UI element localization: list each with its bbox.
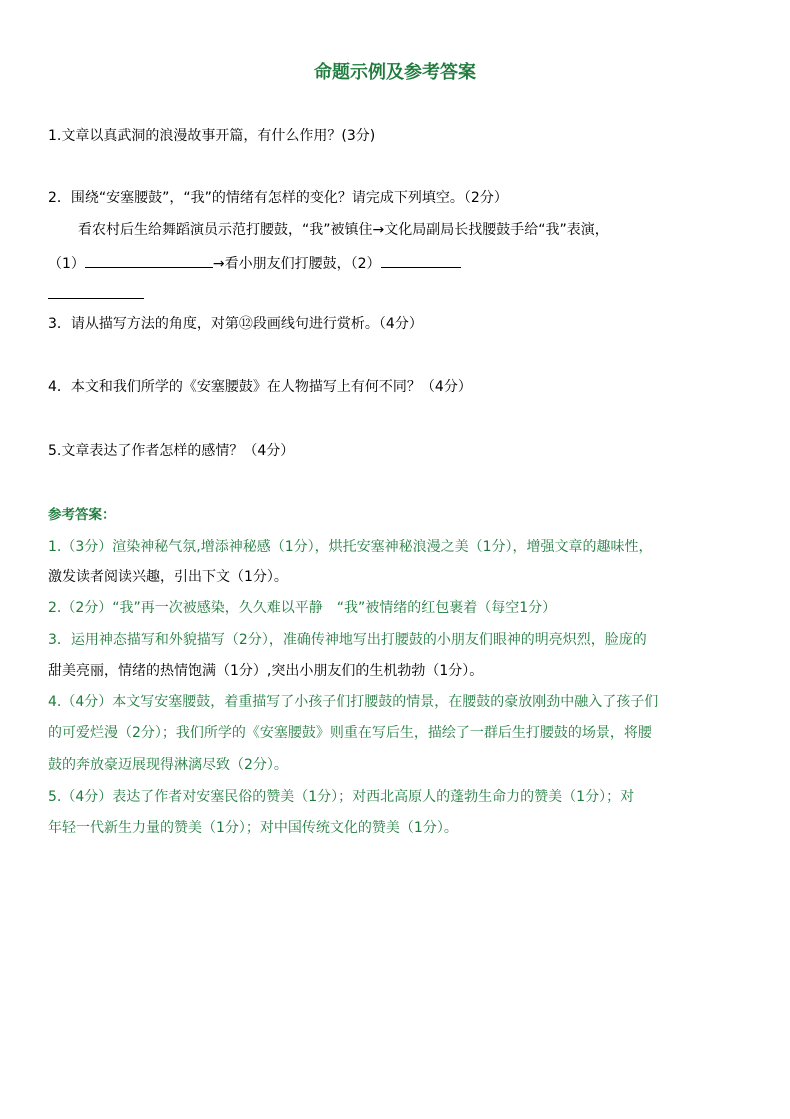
question-2: 2．围绕“安塞腰鼓”，“我”的情绪有怎样的变化？请完成下列填空。（2分） — [48, 190, 508, 206]
answer-4-line-2: 的可爱烂漫（2分）；我们所学的《安塞腰鼓》则重在写后生，描绘了一群后生打腰鼓的场景，将腰 — [48, 725, 652, 741]
blank-2[interactable] — [381, 252, 461, 268]
answers-heading: 参考答案： — [48, 507, 116, 523]
blank-2-continuation-line — [48, 283, 144, 305]
question-1: 1.文章以真武洞的浪漫故事开篇，有什么作用？(3分) — [48, 128, 376, 144]
question-4: 4．本文和我们所学的《安塞腰鼓》在人物描写上有何不同？（4分） — [48, 379, 472, 395]
answer-1-line-2: 激发读者阅读兴趣，引出下文（1分）。 — [48, 569, 288, 585]
answer-5-line-2: 年轻一代新生力量的赞美（1分）；对中国传统文化的赞美（1分）。 — [48, 820, 458, 836]
answer-4-line-1: 4.（4分）本文写安塞腰鼓，着重描写了小孩子们打腰鼓的情景，在腰鼓的豪放刚劲中融入了孩子们 — [48, 694, 659, 710]
blank-2-extension[interactable] — [48, 283, 144, 299]
blank-1[interactable] — [85, 252, 213, 268]
answer-3-line-2: 甜美亮丽，情绪的热情饱满（1分）,突出小朋友们的生机勃勃（1分）。 — [48, 663, 484, 679]
question-2-fill-line — [48, 252, 461, 274]
blank-1-label: （1） — [48, 256, 85, 272]
answer-5-line-1: 5.（4分）表达了作者对安塞民俗的赞美（1分）；对西北高原人的蓬勃生命力的赞美（1分）；对 — [48, 789, 635, 805]
answer-2-line-1: 2.（2分）“我”再一次被感染，久久难以平静 “我”被情绪的红包裹着（每空1分） — [48, 600, 557, 616]
question-2-continuation: →看小朋友们打腰鼓，（2） — [212, 256, 381, 272]
question-3: 3．请从描写方法的角度，对第⑫段画线句进行赏析。（4分） — [48, 316, 423, 332]
question-5: 5.文章表达了作者怎样的感情？（4分） — [48, 443, 295, 459]
question-2-prompt: 看农村后生给舞蹈演员示范打腰鼓，“我”被镇住→文化局副局长找腰鼓手给“我”表演， — [78, 222, 609, 238]
answer-1-line-1: 1.（3分）渲染神秘气氛,增添神秘感（1分），烘托安塞神秘浪漫之美（1分），增强文章的趣味性， — [48, 539, 653, 555]
page-title: 命题示例及参考答案 — [314, 62, 476, 83]
answer-4-line-3: 鼓的奔放豪迈展现得淋漓尽致（2分）。 — [48, 757, 288, 773]
answer-3-line-1: 3．运用神态描写和外貌描写（2分），准确传神地写出打腰鼓的小朋友们眼神的明亮炽烈，脸庞的 — [48, 632, 647, 648]
